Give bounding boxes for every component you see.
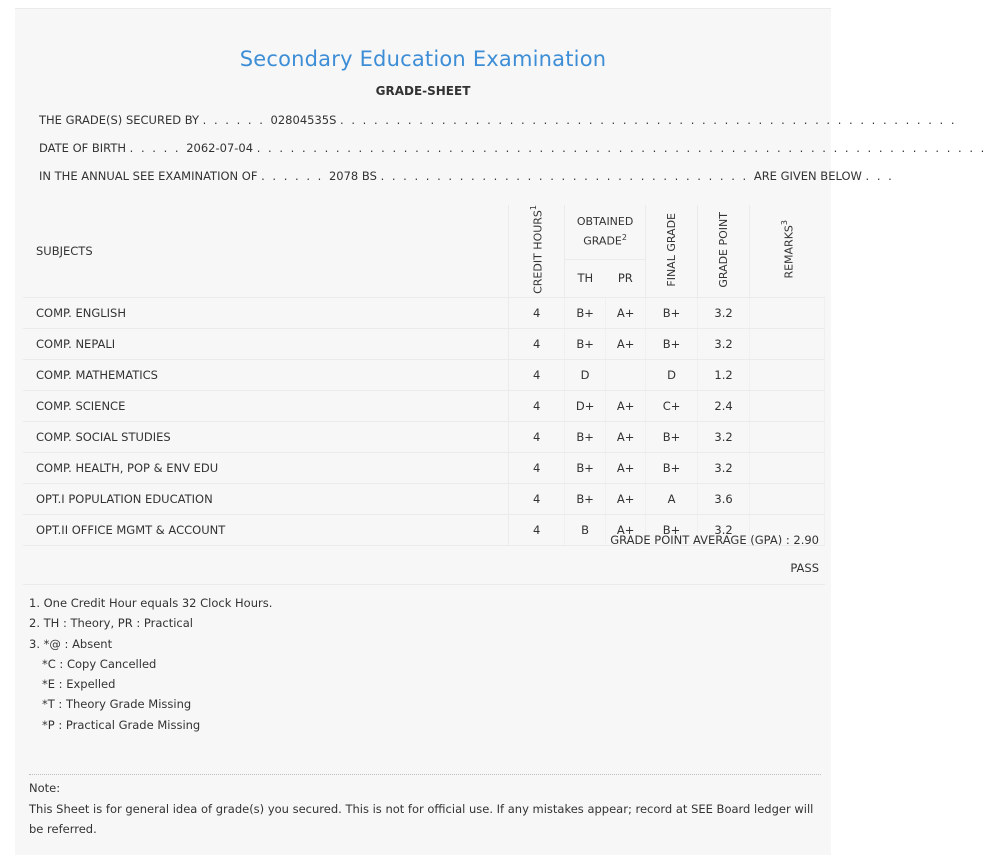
- credit-hours-label: CREDIT HOURS: [531, 210, 545, 294]
- result-status: PASS: [790, 561, 819, 575]
- header-subjects: SUBJECTS: [23, 205, 509, 297]
- th-grade-cell: B: [565, 514, 606, 545]
- grade-point-cell: 3.2: [698, 328, 750, 359]
- table-row: [23, 328, 825, 359]
- pr-grade-cell: A+: [606, 297, 646, 328]
- header-credit-hours: [509, 205, 565, 297]
- th-grade-cell: B+: [565, 452, 606, 483]
- table-row: [23, 452, 825, 483]
- note-divider: [29, 774, 821, 775]
- final-grade-label: FINAL GRADE: [664, 212, 678, 287]
- credit-cell: 4: [509, 328, 565, 359]
- header-final-grade: [646, 205, 698, 297]
- footnote-item: 2. TH : Theory, PR : Practical: [29, 616, 193, 631]
- grade-point-cell: 3.2: [698, 452, 750, 483]
- obtained-grade-sup: 2: [621, 233, 627, 243]
- final-grade-cell: B+: [646, 297, 698, 328]
- dots: . . . . . . . . . . . . . . . . . . . . . . . . . . . . . . . . . . . . . . . . . . . . . . . . . . . . . . .: [340, 113, 957, 127]
- th-grade-cell: B+: [565, 328, 606, 359]
- gpa-value: 2.90: [793, 533, 819, 547]
- grade-point-cell: 3.2: [698, 421, 750, 452]
- dots: . . . . . . . . . . . . . . . . . . . . . . . . . . . . . . . . .: [380, 169, 754, 183]
- pr-grade-cell: [606, 359, 646, 390]
- grade-point-cell: 1.2: [698, 359, 750, 390]
- gpa-line: [610, 533, 819, 547]
- final-grade-cell: C+: [646, 390, 698, 421]
- grade-point-cell: 3.2: [698, 297, 750, 328]
- header-remarks: [750, 205, 825, 297]
- credit-cell: 4: [509, 297, 565, 328]
- subject-cell: OPT.II OFFICE MGMT & ACCOUNT: [23, 514, 509, 545]
- grade-point-cell: 3.2: [698, 514, 750, 545]
- table-row: [23, 421, 825, 452]
- remarks-cell: [750, 421, 825, 452]
- subject-cell: COMP. NEPALI: [23, 328, 509, 359]
- pr-grade-cell: A+: [606, 452, 646, 483]
- subject-cell: COMP. ENGLISH: [23, 297, 509, 328]
- page-subtitle: GRADE-SHEET: [375, 84, 471, 98]
- dots: . . . . .: [129, 141, 187, 155]
- exam-label: IN THE ANNUAL SEE EXAMINATION OF: [39, 169, 258, 183]
- table-row: [23, 390, 825, 421]
- final-grade-cell: B+: [646, 514, 698, 545]
- credit-cell: 4: [509, 514, 565, 545]
- grade-point-cell: 2.4: [698, 390, 750, 421]
- page-title: Secondary Education Examination: [239, 47, 607, 71]
- secured-by-value: 02804535S: [270, 113, 337, 127]
- remarks-label: REMARKS: [782, 225, 796, 279]
- remarks-cell: [750, 390, 825, 421]
- gpa-label: GRADE POINT AVERAGE (GPA) :: [610, 533, 794, 547]
- note-label: Note:: [29, 781, 61, 795]
- pr-grade-cell: A+: [606, 514, 646, 545]
- subject-cell: COMP. SOCIAL STUDIES: [23, 421, 509, 452]
- table-row: [23, 297, 825, 328]
- grade-point-label: GRADE POINT: [716, 211, 730, 288]
- final-grade-cell: B+: [646, 328, 698, 359]
- dob-value: 2062-07-04: [186, 141, 254, 155]
- pr-grade-cell: A+: [606, 421, 646, 452]
- th-grade-cell: B+: [565, 421, 606, 452]
- divider: [23, 584, 825, 585]
- credit-cell: 4: [509, 390, 565, 421]
- footnote-item: *T : Theory Grade Missing: [42, 697, 192, 712]
- th-grade-cell: D+: [565, 390, 606, 421]
- subject-cell: COMP. HEALTH, POP & ENV EDU: [23, 452, 509, 483]
- header-pr: PR: [606, 259, 646, 297]
- note-text: This Sheet is for general idea of grade(s) you secured. This is not for official use. If any mistakes appear; record at SEE Board ledger will be referred.: [29, 801, 814, 836]
- final-grade-cell: D: [646, 359, 698, 390]
- remarks-cell: [750, 359, 825, 390]
- dots: . . . . . . . . . . . . . . . . . . . . . . . . . . . . . . . . . . . . . . . . . . . . . . . . . . . . . . . . . . . . . . . . .: [256, 141, 986, 155]
- table-row: [23, 483, 825, 514]
- header-th: TH: [565, 259, 606, 297]
- remarks-cell: [750, 452, 825, 483]
- footnote-item: *C : Copy Cancelled: [42, 656, 157, 671]
- th-grade-cell: B+: [565, 483, 606, 514]
- footnote-item: *P : Practical Grade Missing: [42, 717, 201, 732]
- dob-label: DATE OF BIRTH: [39, 141, 127, 155]
- grade-point-cell: 3.6: [698, 483, 750, 514]
- subject-cell: COMP. MATHEMATICS: [23, 359, 509, 390]
- dots: . . .: [865, 169, 894, 183]
- info-exam: [39, 169, 894, 183]
- remarks-cell: [750, 297, 825, 328]
- grade-sheet: [15, 8, 986, 855]
- dots: . . . . . .: [261, 169, 329, 183]
- note-section: [29, 778, 821, 840]
- grades-table: [23, 205, 825, 546]
- footnote-item: 1. One Credit Hour equals 32 Clock Hours.: [29, 596, 273, 610]
- final-grade-cell: B+: [646, 452, 698, 483]
- header-grade-point: [698, 205, 750, 297]
- dots: . . . . . .: [202, 113, 271, 127]
- remarks-cell: [750, 328, 825, 359]
- final-grade-cell: B+: [646, 421, 698, 452]
- footnotes: [29, 593, 272, 735]
- info-secured-by: [39, 113, 957, 127]
- header-obtained-grade: [565, 205, 646, 259]
- secured-by-label: THE GRADE(S) SECURED BY: [39, 113, 200, 127]
- pr-grade-cell: A+: [606, 483, 646, 514]
- subject-cell: OPT.I POPULATION EDUCATION: [23, 483, 509, 514]
- th-grade-cell: D: [565, 359, 606, 390]
- exam-value: 2078 BS: [328, 169, 377, 183]
- footnote-item: *E : Expelled: [42, 677, 116, 692]
- credit-cell: 4: [509, 359, 565, 390]
- remarks-sup: 3: [779, 220, 789, 226]
- remarks-cell: [750, 483, 825, 514]
- credit-cell: 4: [509, 421, 565, 452]
- credit-cell: 4: [509, 483, 565, 514]
- credit-cell: 4: [509, 452, 565, 483]
- obtained-grade-label: OBTAINED GRADE: [576, 215, 634, 248]
- final-grade-cell: A: [646, 483, 698, 514]
- exam-suffix: ARE GIVEN BELOW: [753, 169, 862, 183]
- footnote-item: 3. *@ : Absent: [29, 636, 113, 651]
- pr-grade-cell: A+: [606, 390, 646, 421]
- grades-table-body: [23, 297, 825, 545]
- credit-hours-sup: 1: [529, 205, 539, 211]
- table-row: [23, 359, 825, 390]
- pr-grade-cell: A+: [606, 328, 646, 359]
- th-grade-cell: B+: [565, 297, 606, 328]
- subject-cell: COMP. SCIENCE: [23, 390, 509, 421]
- info-dob: [39, 141, 986, 155]
